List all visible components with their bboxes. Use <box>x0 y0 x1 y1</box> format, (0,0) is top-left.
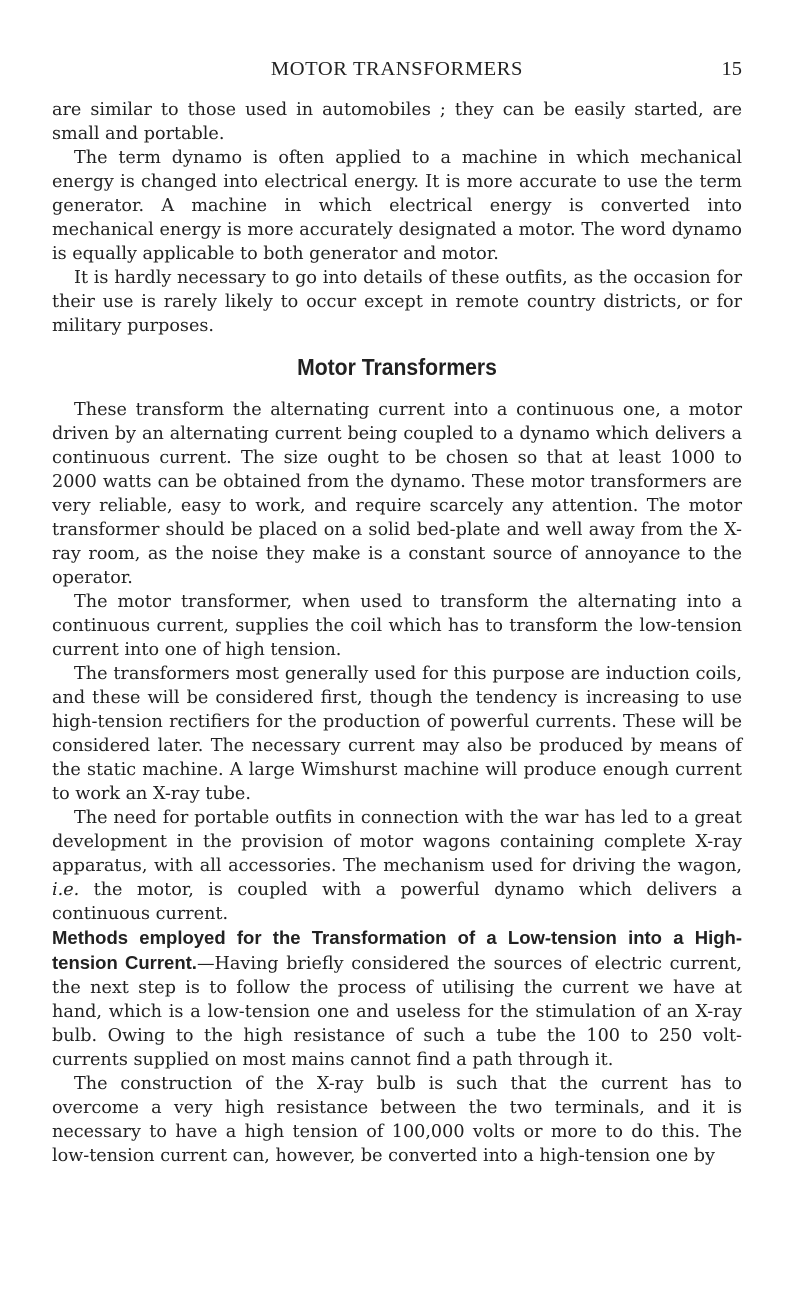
running-header <box>52 58 742 88</box>
page-number: 15 <box>721 58 742 80</box>
section-body <box>52 398 742 926</box>
subsection-body <box>52 926 742 1168</box>
paragraph: These transform the alternating current into a continuous one, a motor driven by an alternating current being coupled to a dynamo which delivers a continuous current. The size ought to be chosen so that at least 1000 to 2000 watts can be obtained from the dynamo. These motor transformers are very reliable, easy to work, and require scarcely any attention. The motor transformer should be placed on a solid bed-plate and well away from the X-ray room, as the noise they make is a constant source of annoyance to the operator. <box>52 400 742 588</box>
paragraph: The motor transformer, when used to transform the alternating into a continuous current, supplies the coil which has to transform the low-tension current into one of high tension. <box>52 592 742 660</box>
text-run: —Having briefly considered the sources of electric current, the next step is to follow the process of utilising the current we have at hand, which is a low-tension one and useless for the stimulation of an X-ray bulb. Owing to the high resistance of such a tube the 100 to 250 volt-currents supplied on most mains cannot find a path through it. <box>52 954 743 1070</box>
paragraph <box>52 926 742 1072</box>
paragraph: The construction of the X-ray bulb is such that the current has to overcome a very high resistance between the two terminals, and it is necessary to have a high tension of 100,000 volts or more to do this. The low-tension current can, however, be converted into a high-tension one by <box>52 1074 742 1166</box>
italic-abbreviation: i.e. <box>52 880 80 900</box>
paragraph <box>52 806 742 926</box>
book-page <box>52 58 742 1168</box>
run-in-heading: Methods employed for the Transformation of a Low-tension into a High-tension Current. <box>52 927 742 973</box>
running-title: MOTOR TRANSFORMERS <box>270 58 524 80</box>
paragraph: It is hardly necessary to go into details of these outfits, as the occasion for their use is rarely likely to occur except in remote country districts, or for military purposes. <box>52 268 742 336</box>
text-run: the motor, is coupled with a powerful dynamo which delivers a continuous current. <box>52 880 742 924</box>
text-run: The need for portable outfits in connection with the war has led to a great development in the provision of motor wagons containing complete X-ray apparatus, with all accessories. The mechanism used for driving the wagon, <box>52 808 742 876</box>
paragraph: are similar to those used in automobiles ; they can be easily started, are small and portable. <box>52 100 742 144</box>
section-heading: Motor Transformers <box>297 354 497 380</box>
paragraph: The term dynamo is often applied to a machine in which mechanical energy is changed into electrical energy. It is more accurate to use the term generator. A machine in which electrical energy is converted into mechanical energy is more accurately designated a motor. The word dynamo is equally applicable to both generator and motor. <box>52 148 742 264</box>
intro-text <box>52 98 742 338</box>
paragraph: The transformers most generally used for this purpose are induction coils, and these will be considered first, though the tendency is increasing to use high-tension rectifiers for the production of powerful currents. These will be considered later. The necessary current may also be produced by means of the static machine. A large Wimshurst machine will produce enough current to work an X-ray tube. <box>52 664 742 804</box>
